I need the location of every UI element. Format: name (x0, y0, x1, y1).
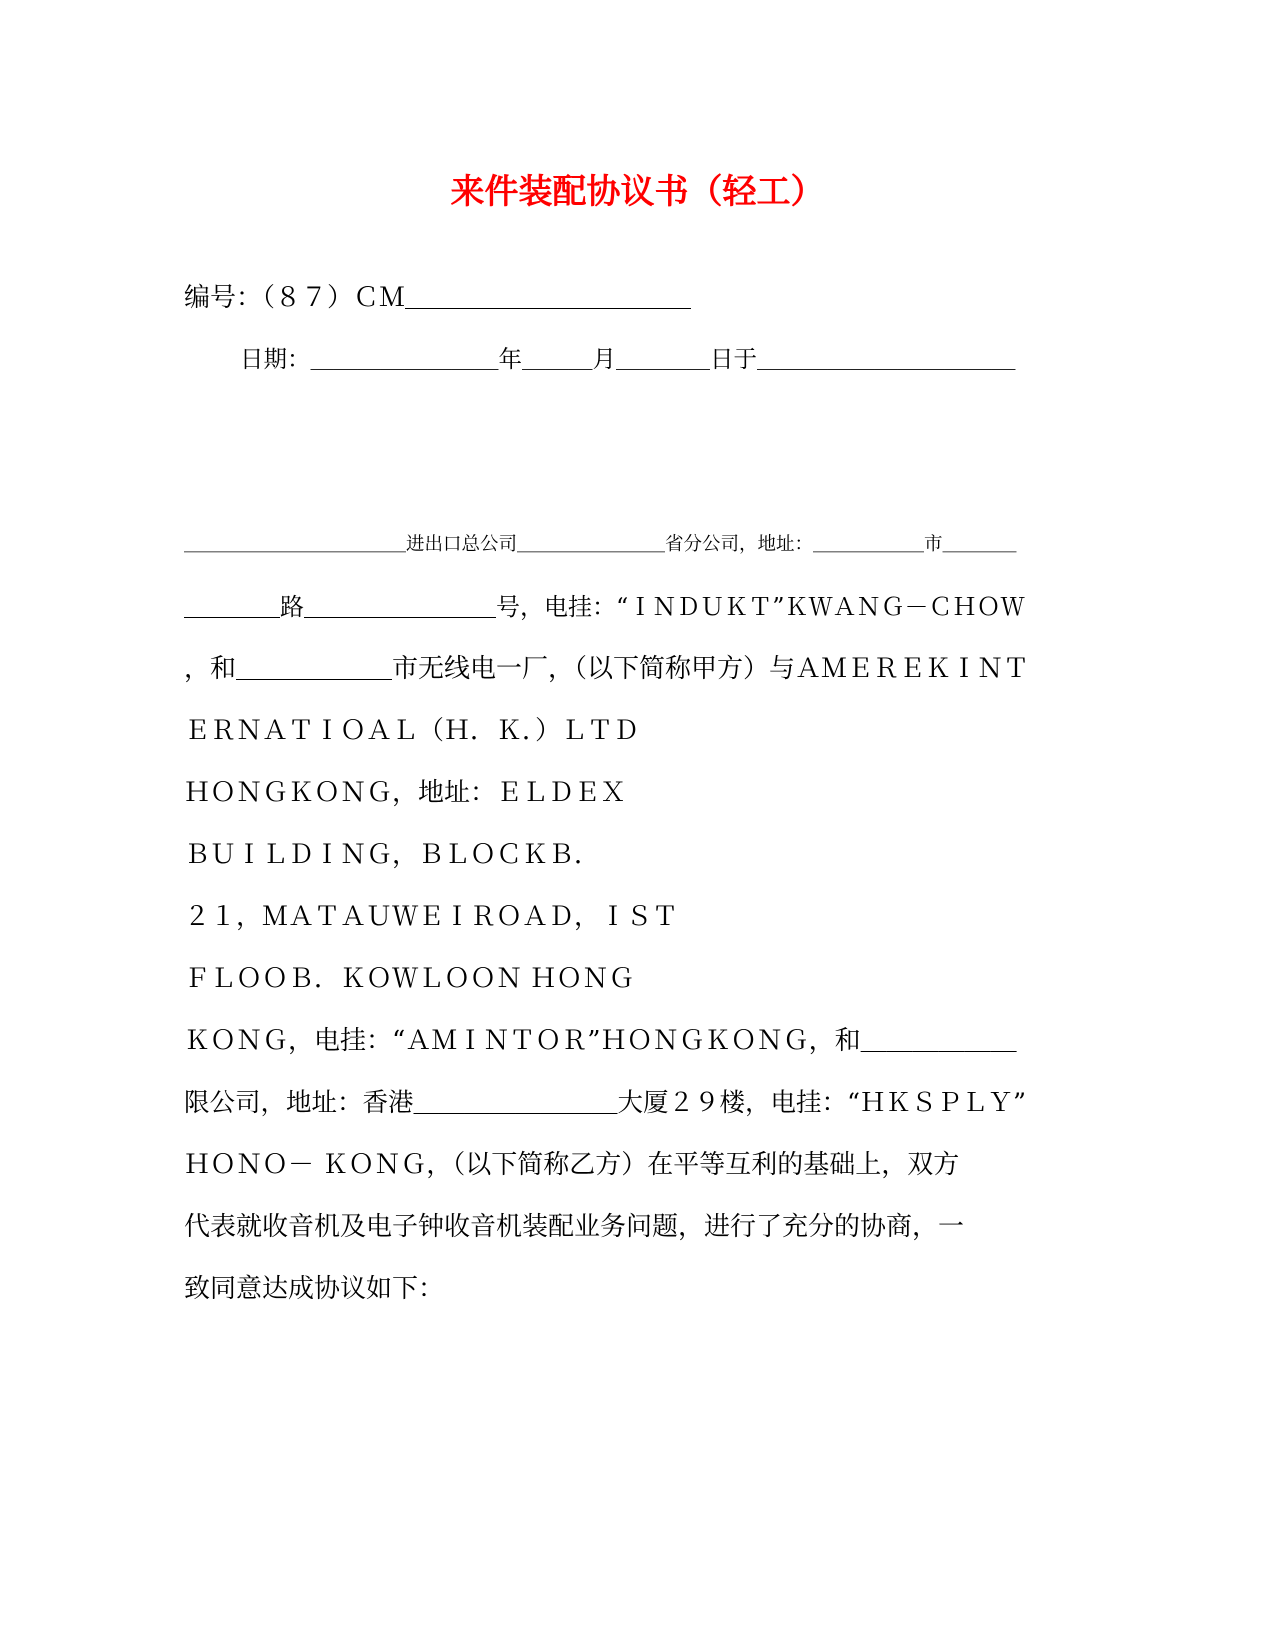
body-line: ＨＯＮＯ－ ＫＯＮＧ，（以下简称乙方）在平等互利的基础上，双方 (184, 1150, 960, 1180)
body-line: ＨＯＮＧＫＯＮＧ，地址：ＥＬＤＥＸ (184, 778, 627, 808)
body-line: ＦＬＯＯＢ．ＫＯＷＬＯＯＮ ＨＯＮＧ (184, 964, 635, 994)
body-line: ＿＿＿＿＿＿＿＿＿＿＿＿进出口总公司＿＿＿＿＿＿＿＿省分公司，地址：＿＿＿＿＿＿市＿＿＿＿ (184, 534, 1017, 555)
body-line: ＿＿＿＿路＿＿＿＿＿＿＿＿号，电挂：“ＩＮＤＵＫＴ”ＫＷＡＮＧ－ＣＨＯＷ (184, 593, 1025, 621)
body-line: 限公司，地址：香港＿＿＿＿＿＿＿＿大厦２９楼，电挂：“ＨＫＳＰＬＹ” (184, 1088, 1027, 1118)
body-line: 致同意达成协议如下： (184, 1274, 445, 1304)
body-line: ＥＲＮＡＴＩＯＡＬ（Ｈ．Ｋ．）ＬＴＤ (184, 716, 640, 746)
body-line: ２１，ＭＡＴＡＵＷＥＩＲＯＡＤ，ＩＳＴ (184, 902, 679, 932)
body-line: ，和＿＿＿＿＿＿市无线电一厂，（以下简称甲方）与ＡＭＥＲＥＫＩＮＴ (184, 654, 1030, 684)
body-line: ＢＵＩＬＤＩＮＧ，ＢＬＯＣＫＢ． (184, 840, 601, 870)
body-line: 代表就收音机及电子钟收音机装配业务问题，进行了充分的协商，一 (184, 1212, 965, 1242)
contract-number: 编号：（８７）ＣＭ＿＿＿＿＿＿＿＿＿＿＿ (184, 283, 692, 313)
contract-date: 日期：＿＿＿＿＿＿＿＿年＿＿＿月＿＿＿＿日于＿＿＿＿＿＿＿＿＿＿＿ (240, 345, 1016, 373)
body-line: ＫＯＮＧ，电挂：“ＡＭＩＮＴＯＲ”ＨＯＮＧＫＯＮＧ，和＿＿＿＿＿＿ (184, 1026, 1017, 1056)
document-title: 来件装配协议书（轻工） (450, 172, 825, 212)
